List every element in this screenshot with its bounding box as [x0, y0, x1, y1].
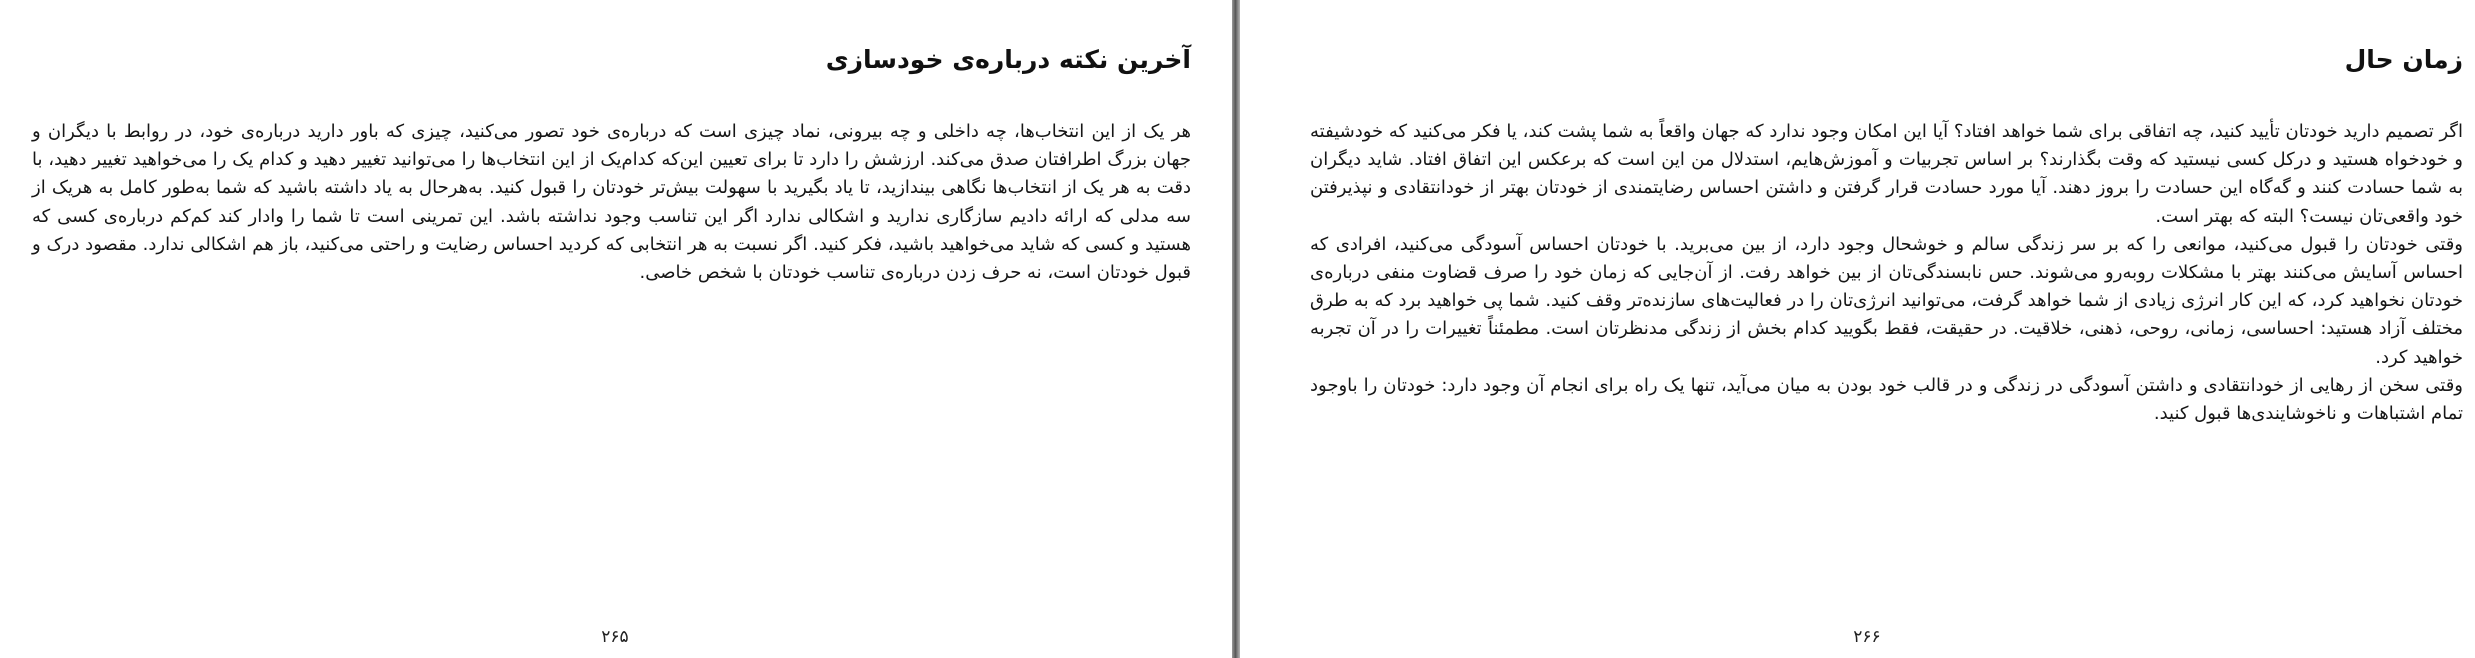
right-page: [1240, 0, 2475, 658]
right-paragraph-1: اگر تصمیم دارید خودتان تأیید کنید، چه اتفاقی برای شما خواهد افتاد؟ آیا این امکان وجود ندارد که جهان واقعاً به شما پشت کند، یا فکر می‌کنید که خودشیفته و خودخواه هستید و درکل کسی نیستید که وقت بگذارند؟ بر اساس تجربیات و آموزش‌هایم، استدلال من این است که برعکس این اتفاق افتاد. شاید دیگران به شما حسادت کنند و گه‌گاه این حسادت را بروز دهند. آیا مورد حسادت قرار گرفتن و داشتن احساس رضایتمندی از خودتان بهتر از خودانتقادی و نپذیرفتن خود واقعی‌تان نیست؟ البته که بهتر است.: [1310, 121, 2463, 227]
right-page-title: زمان حال: [2344, 45, 2463, 74]
right-page-number: ۲۶۶: [1853, 627, 1881, 647]
right-page-body: [1310, 118, 2463, 428]
left-page-title: آخرین نکته درباره‌ی خودسازی: [825, 45, 1191, 74]
left-page-number: ۲۶۵: [601, 627, 629, 647]
left-paragraph-1: هر یک از این انتخاب‌ها، چه داخلی و چه بیرونی، نماد چیزی است که درباره‌ی خود تصور می‌کنید، چیزی که باور دارید درباره‌ی خود، در روابط با دیگران و جهان بزرگ اطرافتان صدق می‌کند. ارزشش را دارد تا برای تعیین این‌که کدام‌یک از این انتخاب‌ها را می‌توانید تغییر دهید و کدام یک را می‌خواهید تغییر دهید، با دقت به هر یک از انتخاب‌ها نگاهی بیندازید، تا یاد بگیرید با سهولت بیش‌تر خودتان را قبول کنید. به‌هرحال به یاد داشته باشید که شما به‌طور کامل به هریک از سه مدلی که ارائه دادیم سازگاری ندارید و اشکالی ندارد اگر این تناسب وجود نداشته باشد. این تمرینی است تا شما را وادار کند کم‌کم درباره‌ی کسی که هستید و کسی که شاید می‌خواهید باشید، فکر کنید. اگر نسبت به هر انتخابی که کردید احساس رضایت و راحتی می‌کنید، باز هم اشکالی ندارد. مقصود درک و قبول خودتان است، نه حرف زدن درباره‌ی تناسب خودتان با شخص خاصی.: [32, 121, 1191, 284]
left-page: [0, 0, 1232, 658]
book-spine-divider: [1232, 0, 1240, 658]
right-paragraph-3: وقتی سخن از رهایی از خودانتقادی و داشتن آسودگی در زندگی و در قالب خود بودن به میان می‌آید، تنها یک راه برای انجام آن وجود دارد: خودتان را باوجود تمام اشتباهات و ناخوشایندی‌ها قبول کنید.: [1310, 374, 2463, 425]
right-paragraph-2: وقتی خودتان را قبول می‌کنید، موانعی را که بر سر زندگی سالم و خوشحال وجود دارد، از بین می‌برید. با خودتان احساس آسودگی می‌کنید، افرادی که احساس آسایش می‌کنند بهتر با مشکلات روبه‌رو می‌شوند. حس نابسندگی‌تان از بین خواهد رفت. از آن‌جایی که زمان خود را صرف قضاوت منفی درباره‌ی خودتان نخواهید کرد، که این کار انرژی زیادی از شما خواهد گرفت، می‌توانید انرژی‌تان را در فعالیت‌های سازنده‌تر وقف کنید. شما پی خواهید برد که به طرق مختلف آزاد هستید: احساسی، زمانی، روحی، ذهنی، خلاقیت. در حقیقت، فقط بگویید کدام بخش از زندگی مدنظرتان است. مطمئناً تغییرات را در آن تجربه خواهید کرد.: [1310, 233, 2463, 368]
left-page-body: [32, 118, 1191, 287]
